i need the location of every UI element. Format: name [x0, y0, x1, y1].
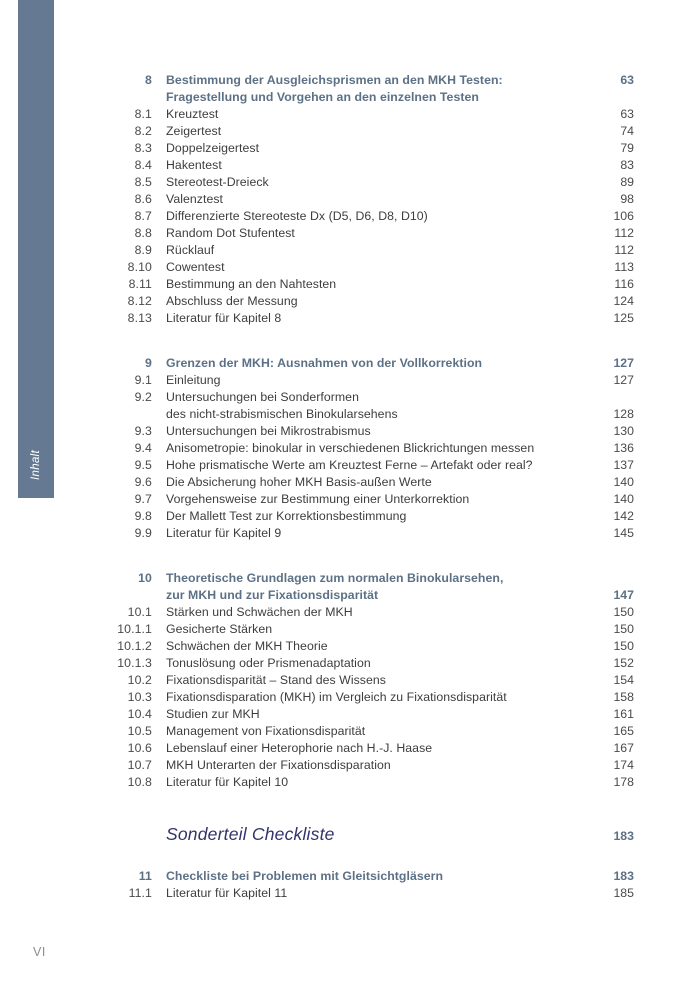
toc-entry-page-number: 127 [613, 373, 634, 387]
toc-entry-page-number: 158 [613, 690, 634, 704]
toc-entry-number: 8.2 [134, 124, 152, 138]
toc-entry-title: Valenztest [166, 192, 224, 206]
toc-entry-title: des nicht-strabismischen Binokularsehens [166, 407, 398, 421]
toc-entry-page-number: 140 [613, 492, 634, 506]
toc-entry-row[interactable] [0, 373, 680, 390]
toc-entry-title: zur MKH und zur Fixationsdisparität [166, 588, 379, 602]
toc-entry-number: 10.5 [127, 724, 152, 738]
toc-entry-number: 8.11 [128, 277, 152, 291]
toc-entry-title: Hohe prismatische Werte am Kreuztest Ferne – Artefakt oder real? [166, 458, 533, 472]
toc-entry-row[interactable] [0, 886, 680, 903]
toc-entry-row[interactable] [0, 158, 680, 175]
toc-entry-title: Die Absicherung hoher MKH Basis-außen Werte [166, 475, 432, 489]
toc-entry-title: Vorgehensweise zur Bestimmung einer Unterkorrektion [166, 492, 470, 506]
toc-entry-page-number: 154 [613, 673, 634, 687]
toc-entry-number: 9.9 [134, 526, 152, 540]
toc-entry-page-number: 128 [613, 407, 634, 421]
toc-entry-row[interactable] [0, 724, 680, 741]
toc-entry-title: Tonuslösung oder Prismenadaptation [166, 656, 371, 670]
toc-entry-page-number: 142 [613, 509, 634, 523]
toc-entry-title: Bestimmung an den Nahtesten [166, 277, 337, 291]
toc-entry-title: Stärken und Schwächen der MKH [166, 605, 353, 619]
toc-entry-row[interactable] [0, 175, 680, 192]
toc-entry-number: 10 [138, 571, 152, 585]
toc-entry-title: Cowentest [166, 260, 225, 274]
toc-entry-number: 9.3 [134, 424, 152, 438]
toc-entry-title: Untersuchungen bei Mikrostrabismus [166, 424, 371, 438]
toc-section-spacer [0, 328, 680, 356]
toc-entry-title: Gesicherte Stärken [166, 622, 273, 636]
toc-entry-title: Untersuchungen bei Sonderformen [166, 390, 359, 404]
toc-entry-title: Abschluss der Messung [166, 294, 298, 308]
toc-entry-number: 9 [145, 356, 152, 370]
toc-entry-title: Kreuztest [166, 107, 219, 121]
toc-chapter-row[interactable] [0, 571, 680, 588]
toc-entry-row[interactable] [0, 622, 680, 639]
toc-entry-page-number: 185 [613, 886, 634, 900]
toc-entry-row[interactable] [0, 475, 680, 492]
toc-entry-page-number: 112 [614, 243, 634, 257]
toc-entry-page-number: 183 [613, 869, 634, 883]
toc-entry-number: 9.5 [134, 458, 152, 472]
toc-entry-number: 9.4 [134, 441, 152, 455]
toc-entry-number: 11 [138, 869, 152, 883]
toc-entry-row[interactable] [0, 424, 680, 441]
toc-entry-number: 10.6 [127, 741, 152, 755]
toc-entry-title: Checkliste bei Problemen mit Gleitsichtgläsern [166, 869, 444, 883]
toc-entry-row[interactable] [0, 441, 680, 458]
toc-entry-number: 10.4 [127, 707, 152, 721]
toc-entry-title: Lebenslauf einer Heterophorie nach H.-J. Haase [166, 741, 433, 755]
toc-entry-number: 10.7 [127, 758, 152, 772]
toc-entry-title: Sonderteil Checkliste [166, 824, 335, 844]
toc-entry-row[interactable] [0, 141, 680, 158]
toc-entry-page-number: 165 [613, 724, 634, 738]
toc-entry-page-number: 140 [613, 475, 634, 489]
toc-entry-number: 10.1.3 [117, 656, 152, 670]
toc-entry-title: Management von Fixationsdisparität [166, 724, 366, 738]
toc-entry-title: Grenzen der MKH: Ausnahmen von der Vollkorrektion [166, 356, 483, 370]
toc-entry-row[interactable] [0, 741, 680, 758]
toc-entry-row[interactable] [0, 243, 680, 260]
toc-entry-title: Fixationsdisparation (MKH) im Vergleich zu Fixationsdisparität [166, 690, 507, 704]
toc-entry-title: Literatur für Kapitel 9 [166, 526, 282, 540]
toc-entry-page-number: 137 [613, 458, 634, 472]
toc-entry-page-number: 178 [613, 775, 634, 789]
toc-entry-title: Fragestellung und Vorgehen an den einzelnen Testen [166, 90, 479, 104]
toc-entry-title: Hakentest [166, 158, 222, 172]
toc-entry-row[interactable] [0, 605, 680, 622]
toc-entry-number: 9.6 [134, 475, 152, 489]
toc-chapter-row[interactable] [0, 869, 680, 886]
toc-entry-row[interactable] [0, 656, 680, 673]
toc-entry-title: Studien zur MKH [166, 707, 260, 721]
toc-entry-page-number: 145 [613, 526, 634, 540]
toc-entry-number: 8.8 [134, 226, 152, 240]
toc-entry-page-number: 79 [620, 141, 634, 155]
toc-entry-title: Literatur für Kapitel 10 [166, 775, 289, 789]
toc-entry-number: 11.1 [128, 886, 152, 900]
page-folio-number: VI [33, 945, 46, 959]
toc-entry-number: 9.2 [134, 390, 152, 404]
toc-entry-title: Literatur für Kapitel 11 [166, 886, 288, 900]
toc-entry-number: 10.1 [127, 605, 152, 619]
toc-entry-title: Rücklauf [166, 243, 215, 257]
toc-entry-title: Fixationsdisparität – Stand des Wissens [166, 673, 386, 687]
toc-entry-row[interactable] [0, 509, 680, 526]
toc-entry-number: 8.9 [134, 243, 152, 257]
toc-entry-number: 10.3 [127, 690, 152, 704]
toc-entry-row[interactable] [0, 690, 680, 707]
toc-entry-row[interactable] [0, 407, 680, 424]
toc-entry-page-number: 161 [613, 707, 634, 721]
toc-entry-number: 8.3 [134, 141, 152, 155]
toc-entry-page-number: 150 [613, 622, 634, 636]
toc-entry-page-number: 127 [613, 356, 634, 370]
toc-entry-number: 8.7 [134, 209, 152, 223]
toc-entry-number: 8.6 [134, 192, 152, 206]
toc-entry-title: Einleitung [166, 373, 221, 387]
toc-section-spacer [0, 852, 680, 869]
toc-entry-page-number: 83 [620, 158, 634, 172]
toc-chapter-row[interactable] [0, 73, 680, 90]
toc-chapter-row[interactable] [0, 90, 680, 107]
toc-entry-number: 8.1 [134, 107, 152, 121]
toc-entry-title: Zeigertest [166, 124, 222, 138]
toc-entry-row[interactable] [0, 294, 680, 311]
toc-entry-row[interactable] [0, 526, 680, 543]
toc-entry-title: Schwächen der MKH Theorie [166, 639, 328, 653]
toc-entry-row[interactable] [0, 311, 680, 328]
toc-entry-page-number: 89 [620, 175, 634, 189]
toc-entry-title: Bestimmung der Ausgleichsprismen an den MKH Testen: [166, 73, 503, 87]
toc-entry-page-number: 152 [613, 656, 634, 670]
toc-entry-row[interactable] [0, 758, 680, 775]
toc-entry-row[interactable] [0, 707, 680, 724]
toc-part-heading-row[interactable] [0, 824, 680, 852]
toc-entry-number: 8.12 [127, 294, 152, 308]
toc-entry-title: Doppelzeigertest [166, 141, 260, 155]
toc-chapter-row[interactable] [0, 588, 680, 605]
toc-entry-row[interactable] [0, 209, 680, 226]
toc-entry-row[interactable] [0, 673, 680, 690]
toc-entry-page-number: 124 [613, 294, 634, 308]
toc-entry-row[interactable] [0, 226, 680, 243]
toc-entry-page-number: 74 [620, 124, 634, 138]
toc-entry-page-number: 116 [614, 277, 634, 291]
toc-entry-page-number: 106 [613, 209, 634, 223]
toc-entry-number: 9.7 [134, 492, 152, 506]
toc-entry-page-number: 113 [614, 260, 634, 274]
sidebar-thumb-index-label: Inhalt [30, 450, 42, 480]
toc-entry-number: 9.8 [134, 509, 152, 523]
toc-entry-number: 10.2 [127, 673, 152, 687]
toc-entry-title: Literatur für Kapitel 8 [166, 311, 282, 325]
toc-entry-number: 10.1.1 [117, 622, 152, 636]
toc-entry-page-number: 112 [614, 226, 634, 240]
toc-entry-number: 8.13 [127, 311, 152, 325]
table-of-contents [0, 73, 680, 903]
toc-entry-title: Stereotest-Dreieck [166, 175, 269, 189]
toc-section-spacer [0, 543, 680, 571]
toc-entry-title: Differenzierte Stereoteste Dx (D5, D6, D8, D10) [166, 209, 428, 223]
toc-entry-page-number: 167 [613, 741, 634, 755]
toc-entry-page-number: 150 [613, 639, 634, 653]
toc-entry-title: Theoretische Grundlagen zum normalen Binokularsehen, [166, 571, 504, 585]
toc-entry-page-number: 125 [613, 311, 634, 325]
toc-entry-page-number: 63 [620, 73, 634, 87]
toc-entry-page-number: 98 [620, 192, 634, 206]
toc-entry-page-number: 183 [613, 829, 634, 843]
toc-entry-page-number: 150 [613, 605, 634, 619]
toc-chapter-row[interactable] [0, 356, 680, 373]
toc-entry-row[interactable] [0, 107, 680, 124]
toc-entry-page-number: 136 [613, 441, 634, 455]
toc-entry-row[interactable] [0, 260, 680, 277]
toc-entry-number: 8.4 [134, 158, 152, 172]
toc-entry-row[interactable] [0, 492, 680, 509]
toc-section-spacer [0, 792, 680, 824]
toc-entry-number: 8.5 [134, 175, 152, 189]
toc-entry-number: 10.1.2 [117, 639, 152, 653]
toc-entry-number: 9.1 [134, 373, 152, 387]
toc-entry-page-number: 63 [620, 107, 634, 121]
toc-entry-row[interactable] [0, 775, 680, 792]
toc-entry-row[interactable] [0, 390, 680, 407]
toc-entry-title: Random Dot Stufentest [166, 226, 295, 240]
toc-entry-number: 8.10 [127, 260, 152, 274]
toc-entry-row[interactable] [0, 277, 680, 294]
toc-entry-row[interactable] [0, 458, 680, 475]
toc-entry-page-number: 130 [613, 424, 634, 438]
toc-entry-title: Anisometropie: binokular in verschiedenen Blickrichtungen messen [166, 441, 535, 455]
toc-entry-row[interactable] [0, 639, 680, 656]
toc-entry-number: 10.8 [127, 775, 152, 789]
toc-entry-row[interactable] [0, 124, 680, 141]
toc-entry-page-number: 147 [613, 588, 634, 602]
toc-entry-page-number: 174 [613, 758, 634, 772]
toc-entry-title: Der Mallett Test zur Korrektionsbestimmung [166, 509, 407, 523]
toc-entry-row[interactable] [0, 192, 680, 209]
toc-entry-number: 8 [145, 73, 152, 87]
toc-entry-title: MKH Unterarten der Fixationsdisparation [166, 758, 391, 772]
